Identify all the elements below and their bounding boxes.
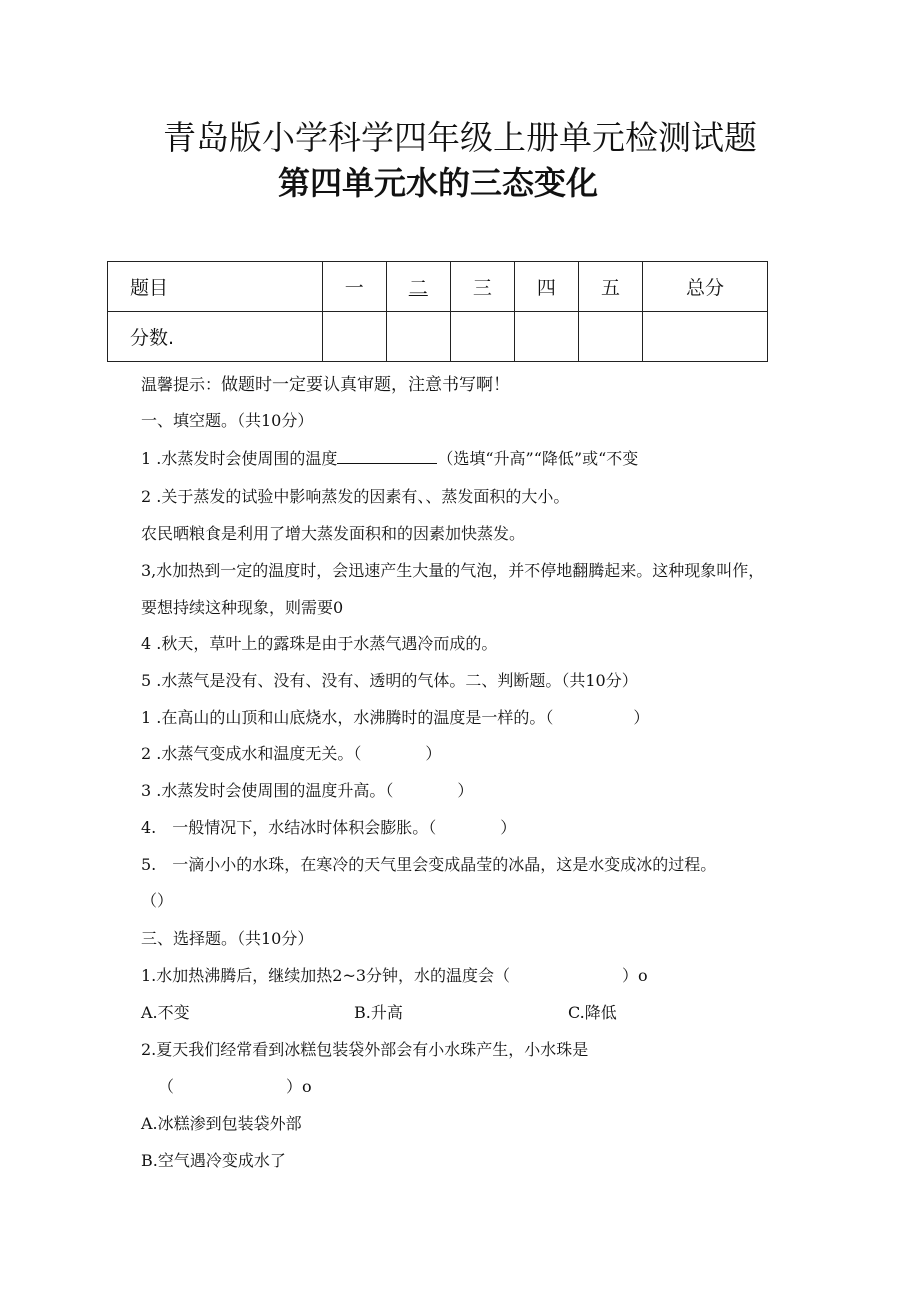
score-value-cell[interactable]: [386, 312, 450, 362]
score-table-header-row: [108, 262, 768, 312]
answer-blank[interactable]: [337, 449, 437, 464]
tip-line: [141, 370, 510, 395]
score-header-cell: 题目: [108, 262, 323, 312]
fill-question-1-options: （选填“升高”“降低”或“不变: [437, 449, 639, 468]
score-value-cell[interactable]: [643, 312, 768, 362]
score-value-cell[interactable]: [322, 312, 386, 362]
fill-question-5: 5 .水蒸气是没有、没有、没有、透明的气体。二、判断题。（共10分）: [141, 671, 638, 690]
unit-subtitle: 第四单元水的三态变化: [277, 164, 598, 202]
score-header-cell: 五: [578, 262, 642, 312]
score-header-cell: 一: [322, 262, 386, 312]
section1-title: 一、填空题。（共10分）: [141, 411, 314, 430]
fill-question-2-cont: 农民晒粮食是利用了增大蒸发面积和的因素加快蒸发。: [141, 524, 526, 543]
tip-lead: 温馨提示：: [141, 375, 222, 394]
document-title: 青岛版小学科学四年级上册单元检测试题: [163, 118, 757, 157]
fill-question-2: 2 .关于蒸发的试验中影响蒸发的因素有、、蒸发面积的大小。: [141, 487, 570, 506]
score-value-cell[interactable]: [450, 312, 514, 362]
score-header-cell: [386, 262, 450, 312]
score-header-cell: 总分: [643, 262, 768, 312]
score-header-cell: 四: [514, 262, 578, 312]
judge-question-4: 4. 一般情况下，水结冰时体积会膨胀。（ ）: [141, 818, 517, 837]
score-value-cell[interactable]: [578, 312, 642, 362]
choice-option-a[interactable]: A.不变: [141, 1003, 190, 1022]
score-value-cell[interactable]: [514, 312, 578, 362]
judge-question-3: 3 .水蒸发时会使周围的温度升高。（ ）: [141, 781, 474, 800]
judge-question-2: 2 .水蒸气变成水和温度无关。（ ）: [141, 744, 442, 763]
fill-question-3: 3,水加热到一定的温度时，会迅速产生大量的气泡，并不停地翻腾起来。这种现象叫作，: [141, 561, 765, 580]
score-header-cell: 三: [450, 262, 514, 312]
score-table-value-row: [108, 312, 768, 362]
score-row-label: 分数.: [108, 312, 323, 362]
fill-question-1-text: 1 .水蒸发时会使周围的温度: [141, 449, 338, 468]
choice-option-b[interactable]: B.空气遇冷变成水了: [141, 1151, 286, 1170]
fill-question-3-cont: 要想持续这种现象，则需要0: [141, 598, 344, 617]
fill-question-4: 4 .秋天，草叶上的露珠是由于水蒸气遇冷而成的。: [141, 634, 498, 653]
choice-option-b[interactable]: B.升高: [354, 1003, 403, 1022]
fill-question-1: [141, 446, 638, 469]
choice-option-c[interactable]: C.降低: [568, 1003, 617, 1022]
choice-question-1: 1.水加热沸腾后，继续加热2~3分钟，水的温度会（ ）o: [141, 966, 648, 985]
judge-question-1: 1 .在高山的山顶和山底烧水，水沸腾时的温度是一样的。（ ）: [141, 708, 650, 727]
choice-question-2-paren: （ ）o: [158, 1077, 312, 1096]
judge-question-5-cont: （）: [141, 891, 174, 910]
choice-question-2: 2.夏天我们经常看到冰糕包装袋外部会有小水珠产生，小水珠是: [141, 1040, 589, 1059]
score-table: [107, 261, 768, 362]
judge-question-5: 5. 一滴小小的水珠，在寒冷的天气里会变成晶莹的冰晶，这是水变成冰的过程。: [141, 855, 717, 874]
score-header-text: 二: [408, 277, 428, 299]
section3-title: 三、选择题。（共10分）: [141, 929, 314, 948]
choice-option-a[interactable]: A.冰糕渗到包装袋外部: [141, 1114, 302, 1133]
tip-text: 做题时一定要认真审题，注意书写啊！: [221, 375, 511, 395]
